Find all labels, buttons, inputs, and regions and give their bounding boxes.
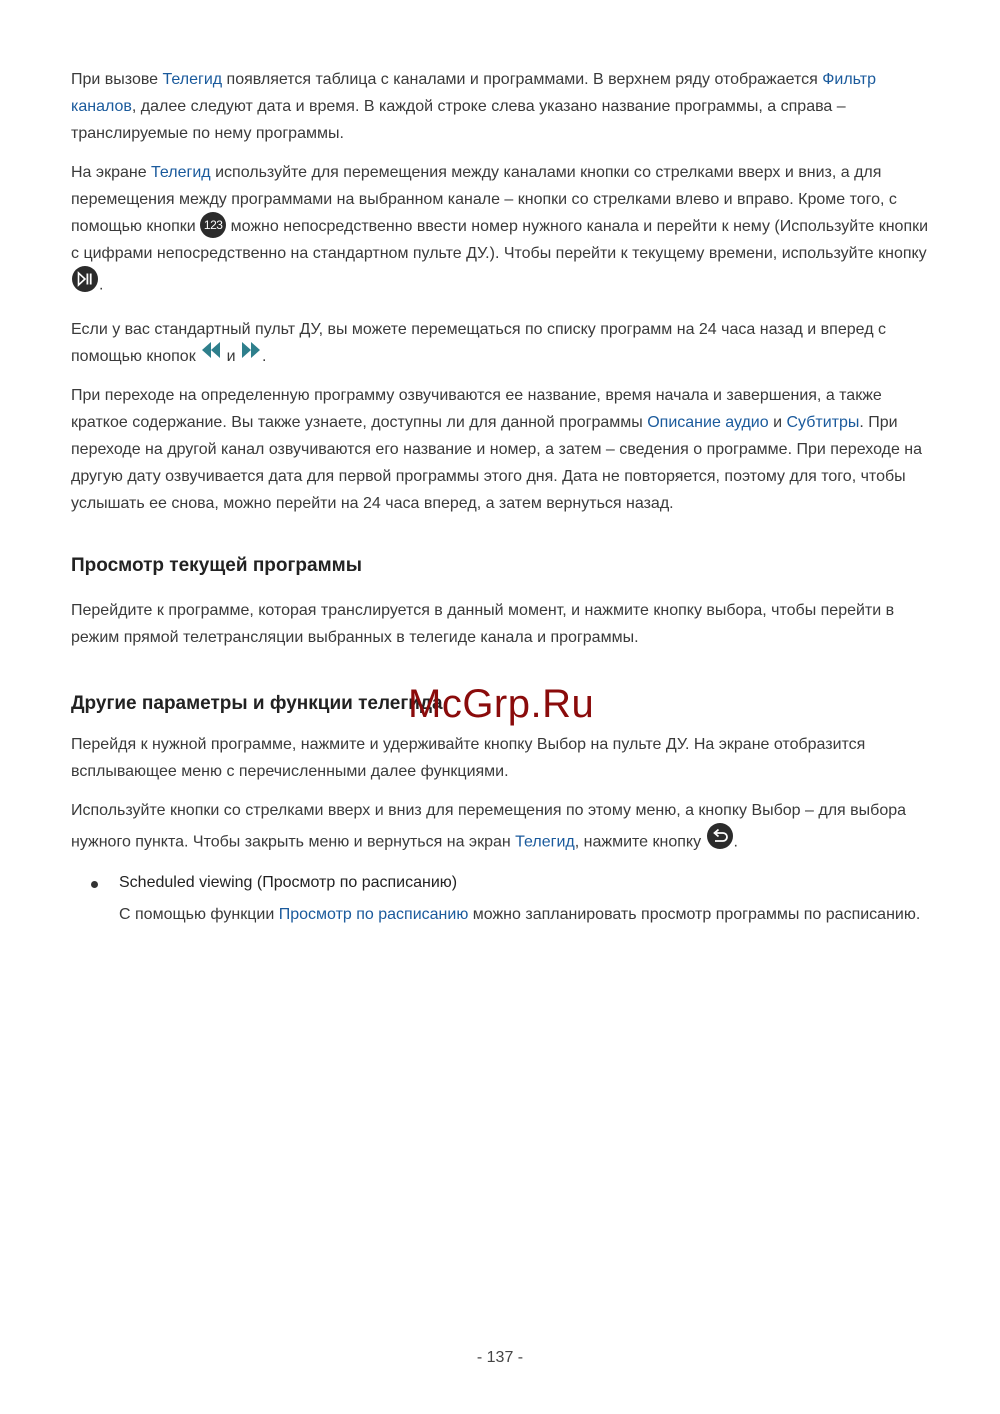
- document-page: [71, 66, 931, 926]
- paragraph-1: При вызове Телегид появляется таблица с каналами и программами. В верхнем ряду отображается Фильтр каналов, далее следуют дата и время. В каждой строке слева указано название программы, а справа – транслируемые по нему программы.: [71, 71, 876, 142]
- section-2-paragraph-2: Используйте кнопки со стрелками вверх и вниз для перемещения по этому меню, а кнопку Выбор – для выбора нужного пункта. Чтобы закрыть меню и вернуться на экран Телегид, нажмите кнопку .: [71, 797, 931, 861]
- section-1-text: Перейдите к программе, которая транслируется в данный момент, и нажмите кнопку выбора, чтобы перейти в режим прямой телетрансляции выбранных в телегиде канала и программы.: [71, 602, 895, 647]
- fast-forward-icon: [240, 341, 262, 368]
- link-scheduled-viewing: Просмотр по расписанию: [278, 906, 469, 924]
- section-title-other-options: Другие параметры и функции телегида: [71, 693, 443, 715]
- paragraph-4: При переходе на определенную программу озвучиваются ее название, время начала и завершения, а также краткое содержание. Вы также узнаете, доступны ли для данной программы Описание аудио и Субтитры. При переходе на другой канал озвучиваются его название и номер, а затем – сведения о программе. При переходе на другую дату озвучивается дата для первой программы этого дня. Дата не повторяется, поэтому для того, чтобы услышать ее снова, можно перейти на 24 часа вперед, а затем вернуться назад.: [71, 387, 923, 513]
- bullet-title: Scheduled viewing (Просмотр по расписанию): [119, 874, 458, 892]
- page-number: - 137 -: [476, 1349, 524, 1366]
- bullet-text: С помощью функции Просмотр по расписанию можно запланировать просмотр программы по расписанию.: [119, 906, 921, 924]
- rewind-icon: [200, 341, 222, 368]
- link-telegid: Телегид: [162, 71, 223, 88]
- watermark: McGrp.Ru: [408, 682, 595, 726]
- paragraph-2: На экране Телегид используйте для перемещения между каналами кнопки со стрелками вверх и вниз, а для перемещения между программами на выбранном канале – кнопки со стрелками влево и вправо. Кроме того, с помощью кнопки 123 можно непосредственно ввести номер нужного канала и перейти к нему (Используйте кнопки с цифрами непосредственно на стандартном пульте ДУ.). Чтобы перейти к текущему времени, используйте кнопку .: [71, 159, 931, 304]
- link-telegid: Телегид: [515, 834, 575, 851]
- section-title-current-program: Просмотр текущей программы: [71, 555, 362, 577]
- section-2-paragraph-1: Перейдя к нужной программе, нажмите и удерживайте кнопку Выбор на пульте ДУ. На экране отобразится всплывающее меню с перечисленными далее функциями.: [71, 736, 866, 781]
- list-item: [71, 871, 931, 926]
- link-audio-description: Описание аудио: [647, 414, 769, 432]
- link-channel-filter: Фильтр каналов: [71, 71, 876, 115]
- paragraph-3: Если у вас стандартный пульт ДУ, вы можете перемещаться по списку программ на 24 часа назад и вперед с помощью кнопок и .: [71, 316, 931, 370]
- return-icon: [706, 822, 734, 859]
- play-pause-icon: [71, 265, 99, 302]
- link-subtitles: Субтитры: [786, 414, 860, 432]
- 123-button-icon: 123: [200, 212, 226, 238]
- bullet-icon: [91, 881, 98, 888]
- link-telegid: Телегид: [151, 164, 211, 181]
